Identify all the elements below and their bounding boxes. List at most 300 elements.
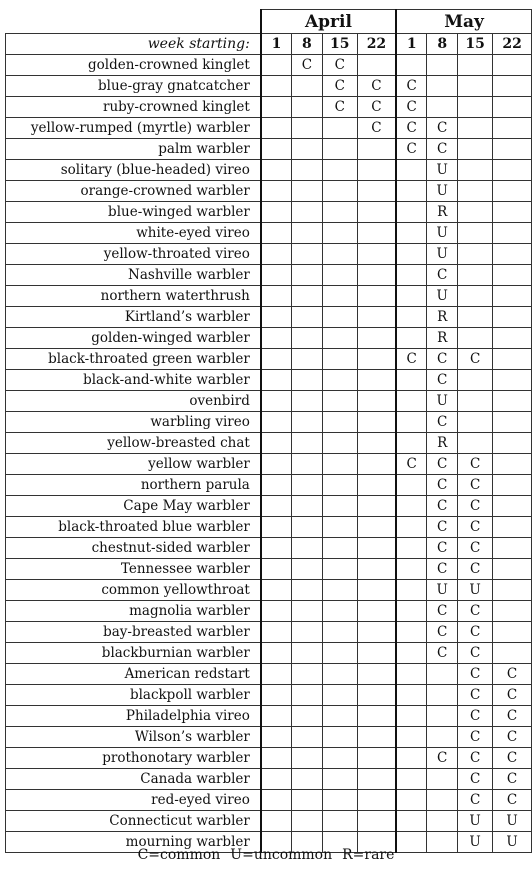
week-header-april-8: 8 <box>292 34 323 55</box>
abundance-cell <box>493 328 532 349</box>
abundance-cell <box>396 517 427 538</box>
abundance-cell <box>261 748 292 769</box>
abundance-cell: C <box>427 538 458 559</box>
abundance-cell <box>292 454 323 475</box>
month-header-row <box>6 10 532 34</box>
abundance-cell <box>261 601 292 622</box>
abundance-cell <box>493 160 532 181</box>
species-name: mourning warbler <box>6 832 261 853</box>
abundance-cell <box>493 349 532 370</box>
abundance-cell <box>261 643 292 664</box>
abundance-cell <box>292 559 323 580</box>
abundance-cell <box>357 349 396 370</box>
table-row <box>6 97 532 118</box>
abundance-cell: C <box>458 769 493 790</box>
species-name: golden-winged warbler <box>6 328 261 349</box>
abundance-cell <box>292 328 323 349</box>
abundance-cell <box>396 601 427 622</box>
abundance-cell: C <box>427 349 458 370</box>
table-row <box>6 55 532 76</box>
abundance-cell <box>261 97 292 118</box>
abundance-cell <box>261 412 292 433</box>
abundance-cell <box>357 811 396 832</box>
abundance-cell <box>261 328 292 349</box>
week-header-may-1: 1 <box>396 34 427 55</box>
abundance-cell <box>261 727 292 748</box>
abundance-cell <box>493 244 532 265</box>
abundance-cell <box>322 391 357 412</box>
abundance-cell <box>322 433 357 454</box>
species-name: common yellowthroat <box>6 580 261 601</box>
abundance-cell <box>396 181 427 202</box>
abundance-cell <box>357 748 396 769</box>
abundance-cell <box>322 601 357 622</box>
species-name: white-eyed vireo <box>6 223 261 244</box>
abundance-cell <box>427 664 458 685</box>
table-row <box>6 328 532 349</box>
abundance-cell <box>493 622 532 643</box>
abundance-cell <box>261 769 292 790</box>
species-name: northern parula <box>6 475 261 496</box>
abundance-cell <box>261 286 292 307</box>
abundance-cell <box>458 118 493 139</box>
abundance-cell <box>493 580 532 601</box>
abundance-cell <box>357 244 396 265</box>
abundance-cell: C <box>322 55 357 76</box>
abundance-cell <box>261 706 292 727</box>
abundance-cell <box>396 727 427 748</box>
abundance-cell: C <box>493 790 532 811</box>
abundance-cell <box>357 580 396 601</box>
abundance-cell <box>357 286 396 307</box>
abundance-cell <box>396 580 427 601</box>
abundance-cell <box>292 769 323 790</box>
species-name: black-throated green warbler <box>6 349 261 370</box>
abundance-cell: U <box>493 811 532 832</box>
abundance-cell <box>357 622 396 643</box>
species-name: black-throated blue warbler <box>6 517 261 538</box>
abundance-cell <box>292 202 323 223</box>
abundance-cell <box>396 622 427 643</box>
table-row <box>6 181 532 202</box>
abundance-cell <box>357 55 396 76</box>
abundance-cell <box>396 706 427 727</box>
abundance-cell <box>261 160 292 181</box>
table-row <box>6 517 532 538</box>
species-name: orange-crowned warbler <box>6 181 261 202</box>
abundance-cell <box>396 328 427 349</box>
table-row <box>6 811 532 832</box>
abundance-cell: U <box>427 244 458 265</box>
abundance-cell: C <box>493 706 532 727</box>
abundance-cell: C <box>396 139 427 160</box>
legend-common: C=common <box>137 847 221 863</box>
abundance-cell <box>261 622 292 643</box>
abundance-cell <box>261 118 292 139</box>
abundance-cell <box>261 454 292 475</box>
abundance-cell <box>322 685 357 706</box>
abundance-cell <box>357 664 396 685</box>
week-header-may-8: 8 <box>427 34 458 55</box>
abundance-cell <box>261 76 292 97</box>
week-header-april-15: 15 <box>322 34 357 55</box>
table-row <box>6 76 532 97</box>
abundance-cell <box>292 412 323 433</box>
abundance-cell <box>458 139 493 160</box>
abundance-cell <box>292 664 323 685</box>
abundance-cell: C <box>427 517 458 538</box>
abundance-cell <box>357 139 396 160</box>
abundance-cell <box>292 685 323 706</box>
abundance-cell: C <box>427 370 458 391</box>
abundance-cell <box>493 643 532 664</box>
abundance-cell <box>261 664 292 685</box>
abundance-cell: C <box>427 559 458 580</box>
abundance-cell: C <box>427 412 458 433</box>
abundance-cell <box>322 286 357 307</box>
abundance-cell <box>357 223 396 244</box>
species-name: Kirtland’s warbler <box>6 307 261 328</box>
abundance-cell <box>357 391 396 412</box>
abundance-cell <box>493 433 532 454</box>
abundance-cell <box>493 265 532 286</box>
species-name: blue-winged warbler <box>6 202 261 223</box>
abundance-cell <box>493 412 532 433</box>
abundance-cell <box>292 349 323 370</box>
table-row <box>6 496 532 517</box>
abundance-cell <box>396 475 427 496</box>
abundance-cell: C <box>396 76 427 97</box>
abundance-cell: C <box>427 748 458 769</box>
abundance-cell <box>292 706 323 727</box>
species-name: Wilson’s warbler <box>6 727 261 748</box>
abundance-cell: C <box>458 517 493 538</box>
abundance-cell: C <box>322 97 357 118</box>
abundance-cell <box>458 370 493 391</box>
week-header-april-22: 22 <box>357 34 396 55</box>
abundance-cell <box>427 769 458 790</box>
species-name: prothonotary warbler <box>6 748 261 769</box>
abundance-cell <box>261 433 292 454</box>
table-row <box>6 391 532 412</box>
abundance-cell: C <box>458 685 493 706</box>
abundance-cell: C <box>458 601 493 622</box>
table-row <box>6 727 532 748</box>
abundance-cell: C <box>493 769 532 790</box>
abundance-cell <box>396 265 427 286</box>
table-row <box>6 706 532 727</box>
abundance-cell: C <box>458 349 493 370</box>
table-row <box>6 307 532 328</box>
abundance-cell <box>396 664 427 685</box>
abundance-cell <box>396 391 427 412</box>
abundance-cell <box>493 76 532 97</box>
abundance-cell: C <box>427 454 458 475</box>
abundance-cell <box>322 790 357 811</box>
abundance-cell <box>396 433 427 454</box>
abundance-cell <box>493 454 532 475</box>
abundance-cell <box>292 580 323 601</box>
abundance-cell <box>458 265 493 286</box>
migration-table-container <box>5 9 532 853</box>
abundance-cell <box>357 202 396 223</box>
table-row <box>6 790 532 811</box>
species-name: blackpoll warbler <box>6 685 261 706</box>
table-row <box>6 286 532 307</box>
abundance-cell <box>396 790 427 811</box>
abundance-cell <box>322 811 357 832</box>
abundance-cell <box>493 370 532 391</box>
abundance-cell <box>261 559 292 580</box>
abundance-cell <box>322 475 357 496</box>
abundance-cell: U <box>458 832 493 853</box>
abundance-cell <box>322 139 357 160</box>
species-name: warbling vireo <box>6 412 261 433</box>
abundance-cell <box>322 223 357 244</box>
species-name: solitary (blue-headed) vireo <box>6 160 261 181</box>
abundance-cell <box>458 55 493 76</box>
abundance-cell <box>396 811 427 832</box>
abundance-cell <box>458 391 493 412</box>
abundance-cell <box>458 97 493 118</box>
species-name: Canada warbler <box>6 769 261 790</box>
abundance-cell <box>292 76 323 97</box>
species-name: Tennessee warbler <box>6 559 261 580</box>
table-row <box>6 685 532 706</box>
abundance-cell <box>427 811 458 832</box>
abundance-cell: C <box>427 118 458 139</box>
abundance-cell <box>458 223 493 244</box>
abundance-cell <box>292 643 323 664</box>
abundance-cell <box>396 412 427 433</box>
table-row <box>6 748 532 769</box>
abundance-cell <box>322 580 357 601</box>
abundance-cell <box>322 202 357 223</box>
abundance-cell <box>427 97 458 118</box>
abundance-cell <box>357 307 396 328</box>
abundance-cell <box>322 370 357 391</box>
abundance-cell <box>322 496 357 517</box>
abundance-cell: C <box>493 727 532 748</box>
abundance-cell <box>357 454 396 475</box>
abundance-cell <box>427 55 458 76</box>
abundance-cell: U <box>427 286 458 307</box>
abundance-cell: C <box>458 727 493 748</box>
species-name: blue-gray gnatcatcher <box>6 76 261 97</box>
abundance-cell <box>261 244 292 265</box>
abundance-cell: C <box>458 559 493 580</box>
abundance-cell <box>322 517 357 538</box>
abundance-cell <box>322 643 357 664</box>
abundance-cell <box>396 538 427 559</box>
abundance-cell: C <box>493 748 532 769</box>
abundance-cell <box>357 517 396 538</box>
abundance-cell: C <box>493 685 532 706</box>
table-row <box>6 139 532 160</box>
abundance-cell <box>292 244 323 265</box>
abundance-cell <box>396 307 427 328</box>
table-row <box>6 769 532 790</box>
abundance-cell <box>322 118 357 139</box>
abundance-cell: C <box>458 454 493 475</box>
abundance-cell <box>493 475 532 496</box>
abundance-cell: U <box>427 580 458 601</box>
abundance-cell <box>261 55 292 76</box>
abundance-cell <box>261 538 292 559</box>
abundance-cell <box>322 559 357 580</box>
abundance-cell <box>292 286 323 307</box>
table-row <box>6 643 532 664</box>
abundance-cell <box>322 412 357 433</box>
abundance-cell <box>493 517 532 538</box>
abundance-cell: C <box>427 622 458 643</box>
abundance-cell: C <box>357 97 396 118</box>
week-header-may-15: 15 <box>458 34 493 55</box>
abundance-cell: U <box>493 832 532 853</box>
abundance-cell <box>292 622 323 643</box>
species-name: black-and-white warbler <box>6 370 261 391</box>
abundance-cell: U <box>458 811 493 832</box>
abundance-cell <box>292 223 323 244</box>
abundance-cell: R <box>427 433 458 454</box>
abundance-cell <box>357 370 396 391</box>
abundance-cell: C <box>458 538 493 559</box>
table-row <box>6 223 532 244</box>
week-header-row <box>6 34 532 55</box>
abundance-cell <box>292 727 323 748</box>
abundance-cell <box>396 244 427 265</box>
abundance-cell <box>493 496 532 517</box>
abundance-cell <box>458 181 493 202</box>
abundance-cell: U <box>427 160 458 181</box>
abundance-cell <box>261 475 292 496</box>
abundance-cell <box>427 685 458 706</box>
abundance-cell <box>493 118 532 139</box>
legend-rare: R=rare <box>342 847 395 863</box>
abundance-cell <box>292 538 323 559</box>
abundance-cell <box>261 391 292 412</box>
abundance-cell <box>357 328 396 349</box>
table-row <box>6 265 532 286</box>
table-row <box>6 538 532 559</box>
table-row <box>6 118 532 139</box>
abundance-cell <box>292 181 323 202</box>
table-row <box>6 244 532 265</box>
abundance-cell <box>458 307 493 328</box>
abundance-cell <box>292 496 323 517</box>
abundance-cell <box>322 538 357 559</box>
abundance-cell <box>396 643 427 664</box>
abundance-cell: C <box>427 475 458 496</box>
abundance-cell: C <box>458 643 493 664</box>
abundance-cell <box>493 559 532 580</box>
abundance-cell <box>493 139 532 160</box>
month-may: May <box>396 10 531 34</box>
abundance-cell <box>493 181 532 202</box>
abundance-cell: C <box>458 496 493 517</box>
abundance-cell <box>322 454 357 475</box>
abundance-cell <box>396 202 427 223</box>
abundance-cell <box>458 328 493 349</box>
abundance-cell <box>357 727 396 748</box>
abundance-cell <box>292 265 323 286</box>
abundance-cell: U <box>427 391 458 412</box>
abundance-cell <box>261 496 292 517</box>
abundance-cell <box>357 601 396 622</box>
abundance-cell: C <box>292 55 323 76</box>
abundance-cell: C <box>427 643 458 664</box>
table-row <box>6 370 532 391</box>
abundance-cell <box>458 76 493 97</box>
abundance-cell <box>357 265 396 286</box>
abundance-cell <box>357 181 396 202</box>
abundance-cell <box>322 727 357 748</box>
abundance-cell <box>427 706 458 727</box>
abundance-cell <box>357 475 396 496</box>
abundance-cell <box>357 685 396 706</box>
abundance-cell <box>396 559 427 580</box>
abundance-cell <box>396 748 427 769</box>
abundance-cell <box>396 685 427 706</box>
abundance-cell <box>427 727 458 748</box>
abundance-cell <box>292 307 323 328</box>
abundance-cell <box>292 517 323 538</box>
abundance-cell <box>322 307 357 328</box>
abundance-cell <box>493 391 532 412</box>
abundance-cell <box>261 307 292 328</box>
abundance-cell <box>493 601 532 622</box>
abundance-cell <box>322 769 357 790</box>
species-name: blackburnian warbler <box>6 643 261 664</box>
table-row <box>6 412 532 433</box>
abundance-cell <box>396 286 427 307</box>
species-name: Cape May warbler <box>6 496 261 517</box>
abundance-cell <box>292 139 323 160</box>
abundance-cell: C <box>396 454 427 475</box>
abundance-cell: C <box>458 664 493 685</box>
abundance-cell <box>261 139 292 160</box>
abundance-cell <box>292 601 323 622</box>
abundance-cell <box>357 559 396 580</box>
abundance-cell: C <box>396 349 427 370</box>
abundance-cell: C <box>396 118 427 139</box>
table-row <box>6 475 532 496</box>
abundance-cell <box>396 55 427 76</box>
abundance-cell <box>261 181 292 202</box>
table-row <box>6 454 532 475</box>
week-header-april-1: 1 <box>261 34 292 55</box>
abundance-cell <box>458 286 493 307</box>
abundance-cell <box>396 223 427 244</box>
abundance-cell <box>427 76 458 97</box>
abundance-cell: C <box>458 622 493 643</box>
migration-table <box>5 9 532 853</box>
abundance-cell: C <box>357 118 396 139</box>
abundance-cell: R <box>427 328 458 349</box>
abundance-cell <box>261 811 292 832</box>
abundance-cell: C <box>427 496 458 517</box>
table-row <box>6 349 532 370</box>
species-name: bay-breasted warbler <box>6 622 261 643</box>
abundance-cell <box>322 706 357 727</box>
abundance-cell <box>261 349 292 370</box>
abundance-cell <box>322 181 357 202</box>
table-row <box>6 664 532 685</box>
species-name: ovenbird <box>6 391 261 412</box>
species-name: palm warbler <box>6 139 261 160</box>
species-name: yellow-breasted chat <box>6 433 261 454</box>
abundance-cell <box>458 412 493 433</box>
